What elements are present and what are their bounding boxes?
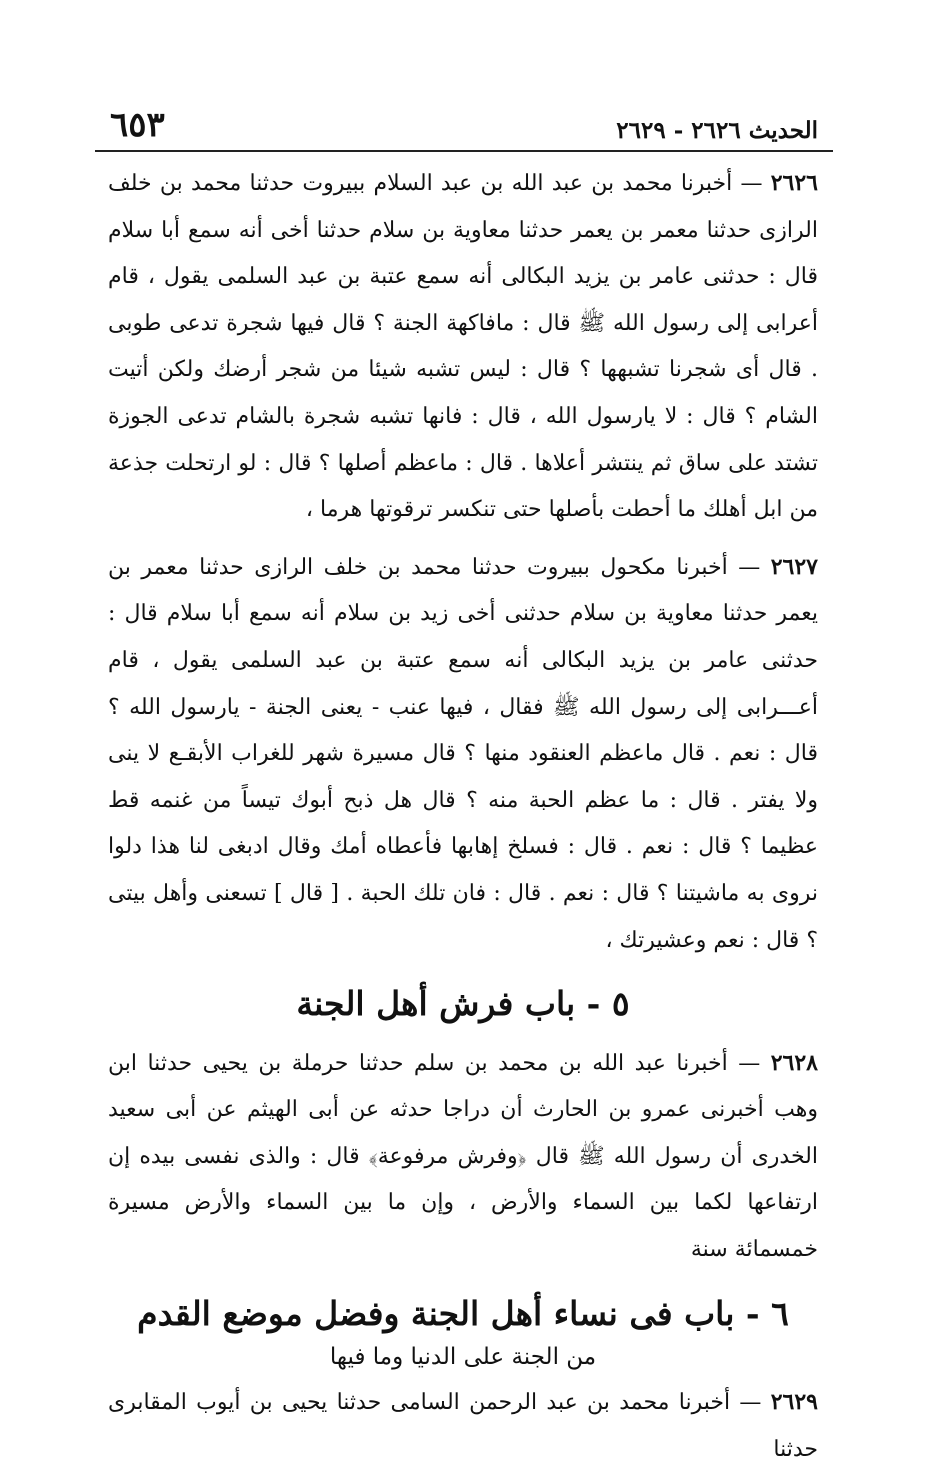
hadith-2628 bbox=[108, 1040, 818, 1274]
header-rule bbox=[95, 150, 833, 152]
hadith-text: — أخبرنا محمد بن عبد الرحمن السامى حدثنا يحيى بن أيوب المقابرى حدثنا bbox=[108, 1390, 818, 1463]
page-body bbox=[108, 160, 818, 1474]
hadith-text: — أخبرنا مكحول ببيروت حدثنا محمد بن خلف الرازى حدثنا معمر بن يعمر حدثنا معاوية بن سلام حدثنى أخى زيد بن سلام أنه سمع أبا سلام قال : حدثنى عامر بن يزيد البكالى أنه سمع عتبة بن عبد السلمى يقول ، قام أعـــرابى إلى رسول الله ﷺ فقال ، فيها عنب - يعنى الجنة - يارسول الله ؟ قال : نعم . قال ماعظم العنقود منها ؟ قال مسيرة شهر للغراب الأبقـع لا ينى ولا يفتر . قال : ما عظم الحبة منه ؟ قال هل ذبح أبوك تيساً من غنمه قط عظيما ؟ قال : نعم . قال : فسلخ إهابها فأعطاه أمك وقال ادبغى لنا هذا دلوا نروى به ماشيتنا ؟ قال : نعم . قال : فان تلك الحبة . [ قال ] تسعنى وأهل بيتى ؟ قال : نعم وعشيرتك ، bbox=[108, 554, 818, 953]
hadith-2627 bbox=[108, 544, 818, 964]
running-header bbox=[110, 96, 818, 145]
hadith-2626 bbox=[108, 160, 818, 534]
hadith-range-header: الحديث ٢٦٢٦ - ٢٦٢٩ bbox=[616, 117, 818, 144]
hadith-text: — أخبرنا محمد بن عبد الله بن عبد السلام ببيروت حدثنا محمد بن خلف الرازى حدثنا معمر بن يعمر حدثنا معاوية بن سلام حدثنا أخى أنه سمع أبا سلام قال : حدثنى عامر بن يزيد البكالى أنه سمع عتبة بن عبد السلمى يقول ، قام أعرابى إلى رسول الله ﷺ قال : مافاكهة الجنة ؟ قال فيها شجرة تدعى طوبى . قال أى شجرنا تشبهها ؟ قال : ليس تشبه شيئا من شجر أرضك ولكن أتيت الشام ؟ قال : لا يارسول الله ، قال : فانها تشبه شجرة بالشام تدعى الجوزة تشتد على ساق ثم ينتشر أعلاها . قال : ماعظم أصلها ؟ قال : لو ارتحلت جذعة من ابل أهلك ما أحطت بأصلها حتى تنكسر ترقوتها هرما ، bbox=[108, 171, 819, 523]
hadith-number: ٢٦٢٨ bbox=[770, 1049, 818, 1076]
page-number: ٦٥٣ bbox=[110, 105, 165, 145]
hadith-number: ٢٦٢٧ bbox=[770, 553, 818, 580]
chapter-6-title: ٦ - باب فى نساء أهل الجنة وفضل موضع القدم bbox=[137, 1293, 789, 1333]
chapter-5-title: ٥ - باب فرش أهل الجنة bbox=[296, 984, 630, 1024]
hadith-text: — أخبرنا عبد الله بن محمد بن سلم حدثنا حرملة بن يحيى حدثنا ابن وهب أخبرنى عمرو بن الحارث أن دراجا حدثه عن أبى الهيثم عن أبى سعيد الخدرى أن رسول الله ﷺ قال ﴿وفرش مرفوعة﴾ قال : والذى نفسى بيده إن ارتفاعها لكما بين السماء والأرض ، وإن ما بين السماء والأرض مسيرة خمسمائة سنة bbox=[108, 1050, 818, 1263]
hadith-number: ٢٦٢٦ bbox=[770, 170, 818, 196]
chapter-6-subtitle: من الجنة على الدنيا وما فيها bbox=[329, 1344, 597, 1371]
hadith-2629 bbox=[108, 1379, 818, 1473]
hadith-number: ٢٦٢٩ bbox=[770, 1389, 818, 1416]
